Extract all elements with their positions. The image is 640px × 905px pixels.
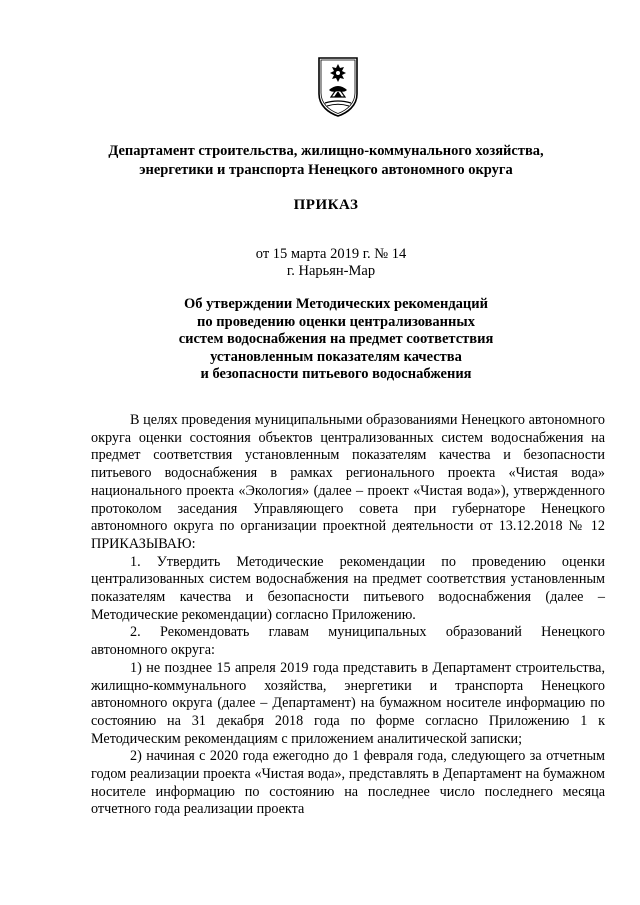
department-name-line-1: Департамент строительства, жилищно-коммунального хозяйства,	[108, 143, 544, 159]
department-header	[60, 142, 592, 180]
body-paragraph-item-2: 2. Рекомендовать главам муниципальных образований Ненецкого автономного округа:	[91, 624, 605, 659]
document-city: г. Нарьян-Мар	[286, 263, 376, 279]
subject-line: Об утверждении Методических рекомендаций	[184, 296, 488, 312]
document-body	[91, 412, 605, 819]
document-subject	[60, 296, 612, 384]
body-paragraph-subitem-1: 1) не позднее 15 апреля 2019 года представить в Департамент строительства, жилищно-коммунального хозяйства, энергетики и транспорта Ненецкого автономного округа (далее – Департамент) на бумажном носителе информацию по состоянию на 31 декабря 2018 года по форме согласно Приложению 1 к Методическим рекомендациям с приложением аналитической записки;	[91, 659, 605, 747]
subject-line: систем водоснабжения на предмет соответствия	[178, 331, 494, 347]
body-paragraph-preamble: В целях проведения муниципальными образованиями Ненецкого автономного округа оценки состояния объектов централизованных систем водоснабжения на предмет соответствия установленным показателям качества и безопасности питьевого водоснабжения в рамках регионального проекта «Чистая вода» национального проекта «Экология» (далее – проект «Чистая вода»), утвержденного протоколом заседания Управляющего совета при губернаторе Ненецкого автономного округа по организации проектной деятельности от 13.12.2018 № 12 ПРИКАЗЫВАЮ:	[91, 412, 605, 552]
document-title: ПРИКАЗ	[293, 197, 359, 213]
body-paragraph-subitem-2: 2) начиная с 2020 года ежегодно до 1 февраля года, следующего за отчетным годом реализации проекта «Чистая вода», представлять в Департамент на бумажном носителе информацию по состоянию на последнее число последнего месяца отчетного года реализации проекта	[91, 748, 605, 818]
body-paragraph-item-1: 1. Утвердить Методические рекомендации по проведению оценки централизованных систем водоснабжения на предмет соответствия установленным показателям качества и безопасности питьевого водоснабжения (далее – Методические рекомендации) согласно Приложению.	[91, 553, 605, 623]
department-name-line-2: энергетики и транспорта Ненецкого автономного округа	[139, 162, 513, 178]
coat-of-arms-icon	[317, 56, 359, 118]
document-meta	[60, 246, 602, 280]
subject-line: по проведению оценки централизованных	[197, 313, 475, 330]
subject-line: установленным показателям качества	[210, 348, 462, 365]
subject-line: и безопасности питьевого водоснабжения	[200, 366, 472, 382]
document-date-number: от 15 марта 2019 г. № 14	[255, 246, 407, 262]
